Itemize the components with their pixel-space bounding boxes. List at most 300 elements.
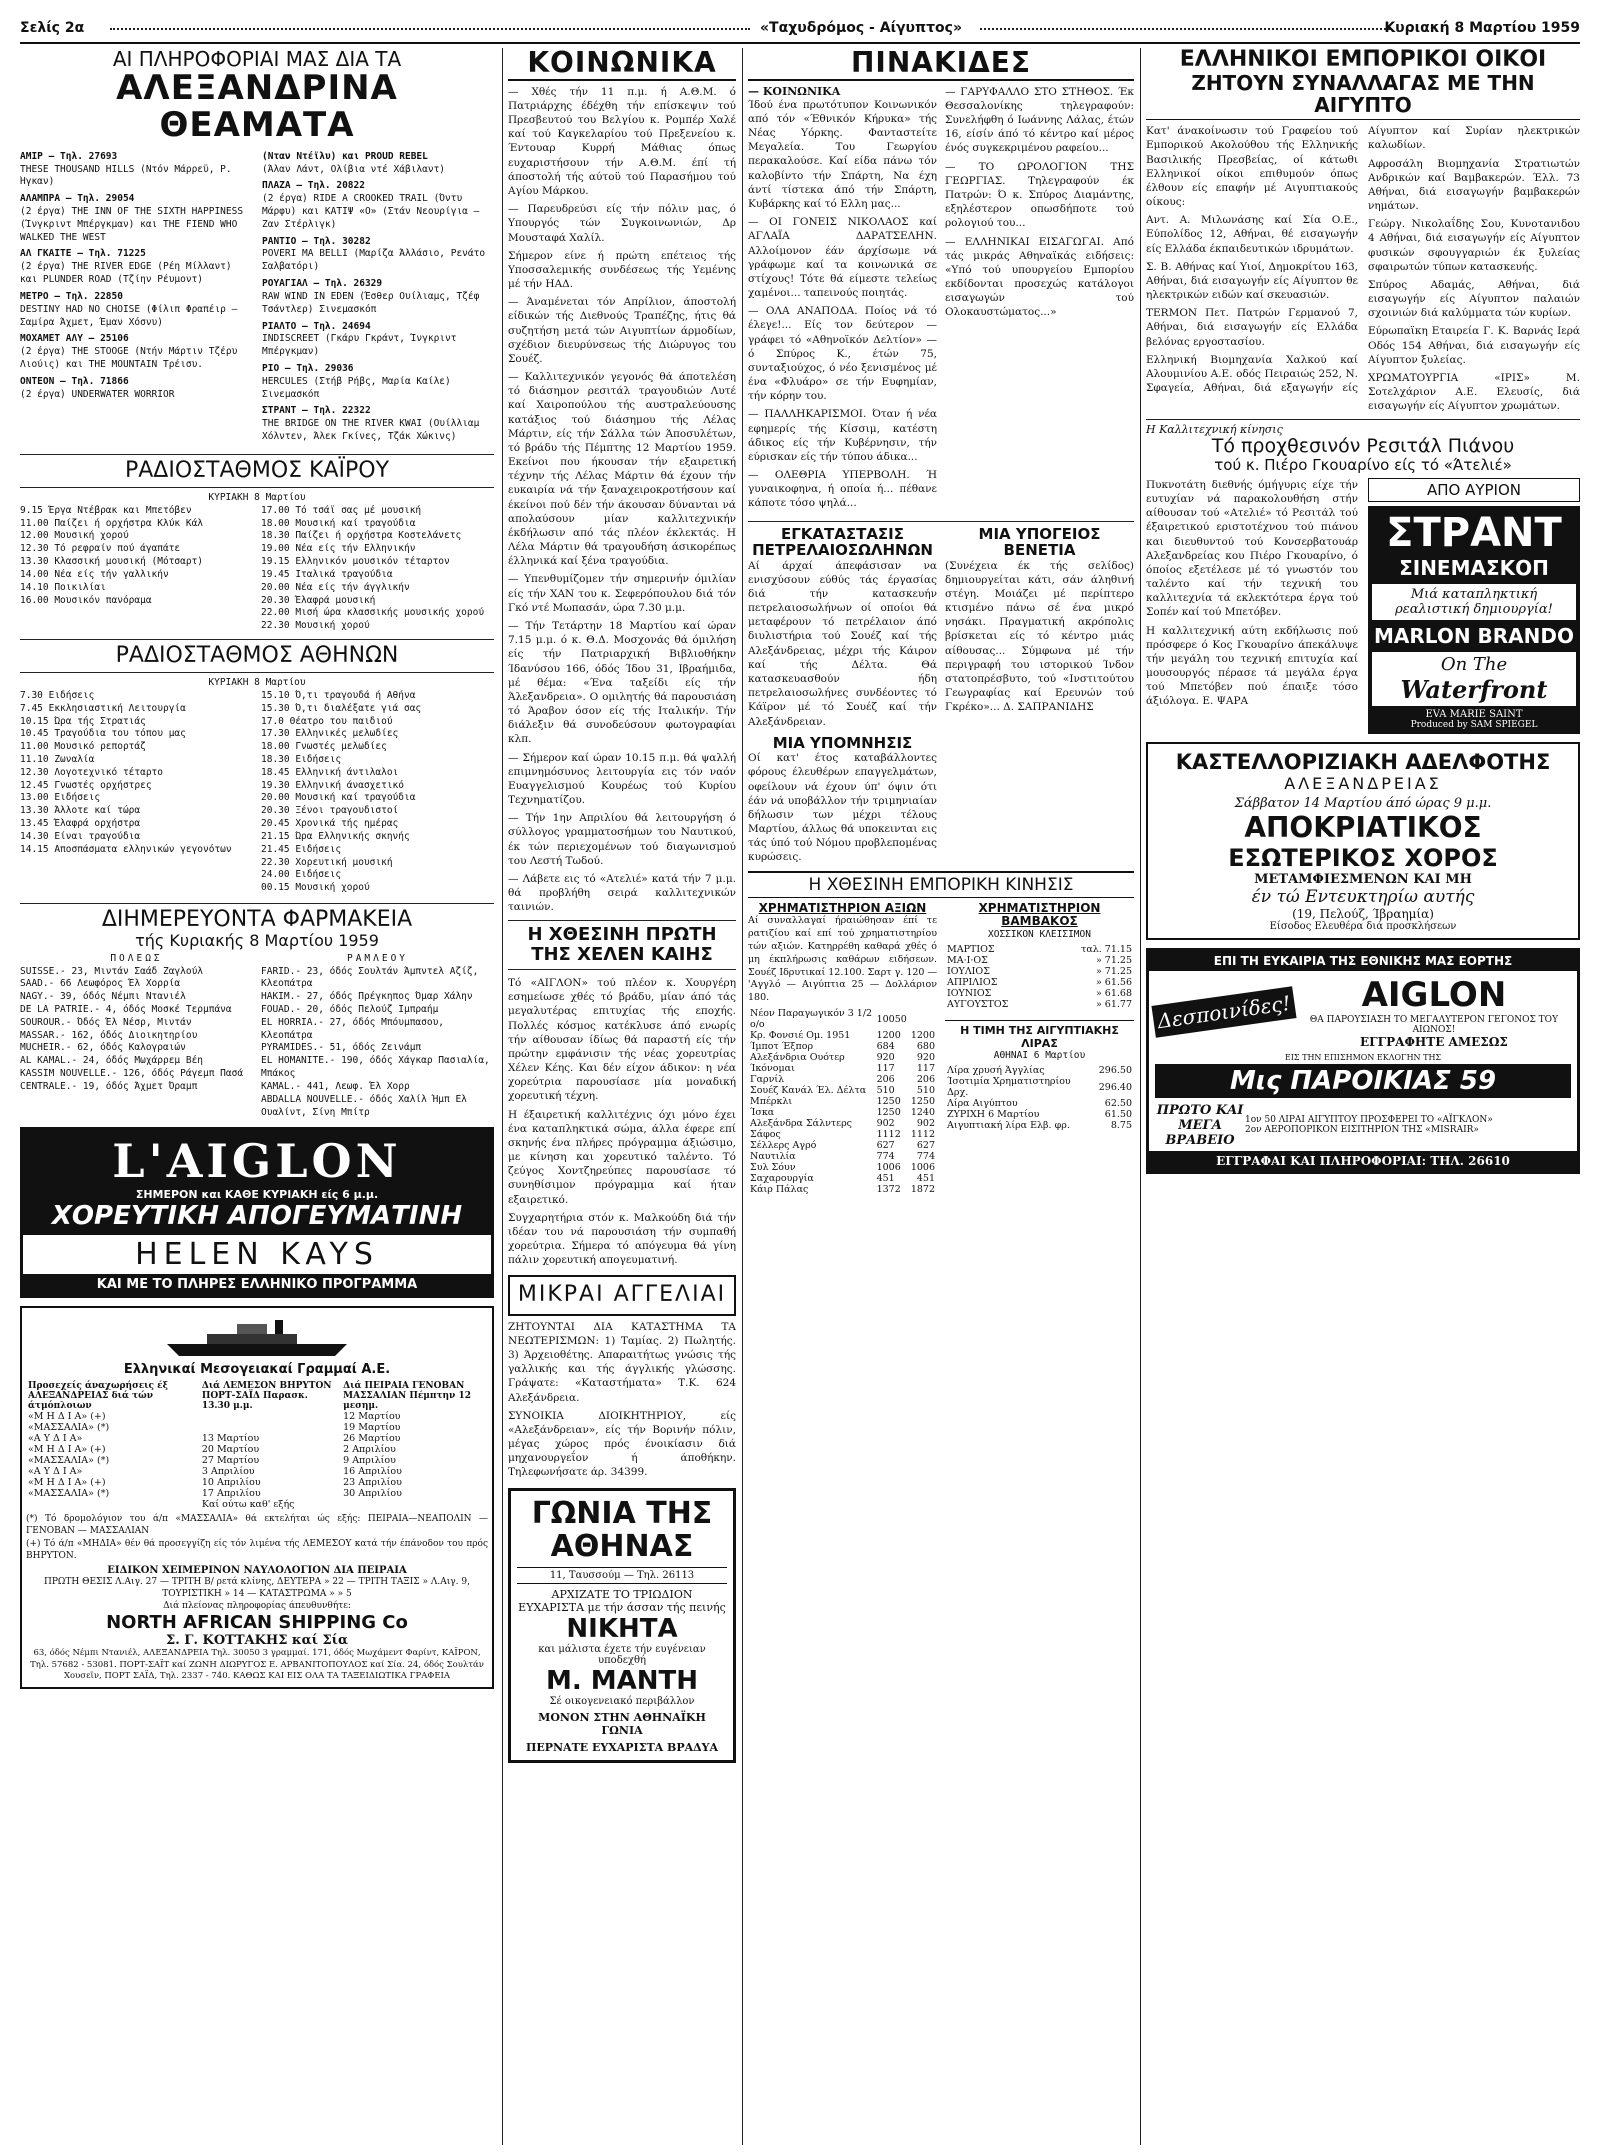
cinema-entry — [20, 376, 252, 402]
stock-row-cell: 774 — [916, 1151, 935, 1163]
shipping-row-cell — [26, 1499, 200, 1510]
shipping-row-cell: 9 Απριλίου — [343, 1455, 396, 1467]
social-paragraph: Σήμερον είνε ή πρώτη επέτειος τής Υποσσαλεμικής συνδέσεως τής Υεμένης μέ τήν ΗΑΔ. — [508, 249, 736, 291]
pharmacy-item: FARID.- 23, όδός Σουλτάν Άμπντελ Αζίζ, Κλεοπάτρα — [261, 965, 479, 990]
radio-item: 22.30 Χορευτική μουσική — [261, 856, 393, 868]
radio-item: 19.45 Ιταλικά τραγούδια — [261, 568, 393, 580]
recital-paragraph: Πυκνοτάτη διεθνής όμήγυρις είχε τήν ευτυχίαν νά παρακολουθήση στήν αίθουσαν τού «Ατελιέ» τό Ρεσιτάλ τού έξαιρετικού εριστοτέχνου τού πιάνου και διευθυντού τού Κονσερβατουάρ Αλεξανδρείας κου Πιέρο Γκουαρίνο, ό όποίος εξετέλεσε μέ τό γνωστόν του ταλέντο καί τήν τεχνική του καλλιτεχνία τά εκλεκτότερα έργα τού Σοπέν καί τού Μπετόβεν. — [1146, 478, 1358, 619]
pound-row — [945, 1065, 1134, 1076]
stock-row — [748, 1063, 937, 1074]
cinema-entry — [262, 405, 494, 443]
cotton-row-cell: ΜΑ·Ι·ΟΣ — [947, 955, 988, 967]
cotton-row-cell: ΙΟΥΝΙΟΣ — [947, 988, 992, 1000]
pound-row-cell: 296.40 — [1098, 1081, 1132, 1093]
cinema-entry — [262, 151, 494, 177]
pound-row-cell: 62.50 — [1104, 1098, 1132, 1110]
radio-item: 13.30 Κλασσική μουσική (Μότσαρτ) — [20, 556, 204, 568]
shipping-agent: NORTH AFRICAN SHIPPING Co — [106, 1612, 408, 1634]
stock-row-cell: 1006 — [876, 1162, 901, 1174]
cotton-row-cell: ΑΠΡΙΛΙΟΣ — [947, 977, 998, 989]
stock-row-cell: 680 — [916, 1041, 935, 1053]
stock-row-cell: 1872 — [910, 1184, 935, 1196]
shipping-company: Ελληνικαί Μεσογειακαί Γραμμαί Α.Ε. — [123, 1362, 391, 1378]
stock-title: ΧΡΗΜΑΤΙΣΤΗΡΙΟΝ ΑΞΙΩΝ — [758, 901, 927, 916]
stock-row-cell: Αλεξάνδρα Σάλντερς — [750, 1118, 852, 1130]
arts-kicker: Η Καλλιτεχνική κίνησις — [1146, 423, 1283, 437]
stock-row — [748, 1008, 937, 1030]
stock-row — [748, 1140, 937, 1151]
shipping-row — [26, 1466, 488, 1477]
cinema-film: (Άλαν Λάντ, Ολίβια ντέ Χάβιλαντ) — [262, 163, 446, 175]
radio-item: 7.45 Εκκλησιαστική Λειτουργία — [20, 702, 186, 714]
greek-houses-title: ΕΛΛΗΝΙΚΟΙ ΕΜΠΟΡΙΚΟΙ ΟΙΚΟΙ — [1179, 48, 1547, 72]
pharmacy-item: KAMAL.- 441, Λεωφ. Έλ Χορρ — [261, 1080, 410, 1092]
pound-row — [945, 1109, 1134, 1120]
kast-city: ΑΛΕΞΑΝΔΡΕΙΑΣ — [1284, 773, 1442, 793]
radio-item: 20.30 Ξένοι τραγουδιστοί — [261, 805, 399, 817]
page-number: Σελίς 2α — [20, 20, 85, 36]
social-paragraph: — Άναμένεται τόν Απρίλιον, άποστολή είδικών τής Διεθνούς Τραπέζης, ήτις θά συζητήση μετά τών Αιγυπτίων άρμοδίων, σχέδιον διευρύνσεως τής Διώρυγος του Σουέζ. — [508, 296, 736, 365]
pound-row-cell: Λίρα χρυσή Άγγλίας — [947, 1065, 1045, 1077]
stock-row-cell: 1250 — [910, 1096, 935, 1108]
stock-row-cell: 510 — [876, 1085, 895, 1097]
shipping-row-cell: 30 Απριλίου — [343, 1488, 402, 1500]
shipping-header: Διά ΛΕΜΕΣΟΝ ΒΗΡΥΤΟΝ ΠΟΡΤ-ΣΑΪΔ Παρασκ. 13.30 μ.μ. — [201, 1381, 332, 1412]
radio-item: 19.00 Νέα είς τήν Ελληνικήν — [261, 543, 416, 555]
cotton-row-cell: » 61.68 — [1095, 988, 1132, 1000]
radio-item: 19.15 Ελληνικόν μουσικόν τέταρτον — [261, 556, 450, 568]
stock-row-cell: Αλεξάνδρια Ουότερ — [750, 1052, 845, 1064]
kast-when: Σάββατον 14 Μαρτίου άπό ώρας 9 μ.μ. — [1234, 795, 1492, 811]
stock-row-cell: 920 — [916, 1052, 935, 1064]
aiglon-contest: Μις ΠΑΡΟΙΚΙΑΣ 59 — [1155, 1064, 1571, 1098]
pharmacy-item: SUISSE.- 23, Μιντάν Σαάδ Ζαγλούλ — [20, 965, 204, 977]
stock-row-cell: 510 — [916, 1085, 935, 1097]
aiglon-signup: ΕΓΓΡΑΦΗΤΕ ΑΜΕΣΩΣ — [1359, 1034, 1508, 1049]
cinema-entry — [20, 248, 252, 286]
social-paragraph: — Σήμερον καί ώραν 10.15 π.μ. θά ψαλλή επιμνημόσυνος λειτουργία εις τόν ναόν Ευαγγελισμού Κουρέως τού Κυρίου Τεχνηματίζου. — [508, 751, 736, 807]
stock-row-cell: 117 — [916, 1063, 935, 1075]
pinakides-sub: — ΚΟΙΝΩΝΙΚΑ — [748, 84, 841, 98]
cotton-row — [945, 977, 1134, 988]
shipping-header: Προσεχείς άναχωρήσεις έξ ΑΛΕΞΑΝΔΡΕΙΑΣ διά τών άτμόπλοιων — [28, 1381, 168, 1412]
stock-row-cell: Ίμποτ Έξπορ — [750, 1041, 814, 1053]
oil-title-2: ΠΕΤΡΕΛΑΙΟΣΩΛΗΝΩΝ — [752, 541, 933, 560]
shipping-row-cell: «Α Υ Δ Ι Α» — [28, 1466, 83, 1478]
stock-row-cell: 451 — [916, 1173, 935, 1185]
cotton-title: ΧΡΗΜΑΤΙΣΤΗΡΙΟΝ ΒΑΜΒΑΚΟΣ — [978, 901, 1101, 929]
pound-row-cell: 296.50 — [1098, 1065, 1132, 1077]
cinema-film: (2 έργα) THE RIVER EDGE (Ρέη Μίλλαντ) και PLUNDER ROAD (Τζίην Ρέυμοντ) — [20, 261, 232, 286]
cinema-film: POVERI MA BELLI (Μαρίζα Άλλάσιο, Ρενάτο Σαλβατόρι) — [262, 248, 486, 273]
radio-item: 12.30 Λογοτεχνικό τέταρτο — [20, 766, 163, 778]
stock-row-cell: 451 — [876, 1173, 895, 1185]
radio-cairo-date: ΚΥΡΙΑΚΗ 8 Μαρτίου — [208, 492, 306, 504]
aiglon-info: ΕΓΓΡΑΦΑΙ ΚΑΙ ΠΛΗΡΟΦΟΡΙΑΙ: ΤΗΛ. 26610 — [1149, 1151, 1577, 1171]
radio-item: 14.15 Αποσπάσματα ελληνικών γεγονότων — [20, 843, 232, 855]
cinema-film: HERCULES (Στήβ Ρήβς, Μαρία Καίλε) Σινεμασκόπ — [262, 375, 451, 400]
trade-house-paragraph: TERMON Πετ. Πατρών Γερμανού 7, Αθήναι, διά εισαγωγήν είς Ελλάδα βελόνας εργοστασίου. — [1146, 307, 1358, 348]
radio-item: 15.30 Ό,τι διαλέξατε γιά σας — [261, 702, 422, 714]
shipping-row — [26, 1411, 488, 1422]
cinema-name: ΟΝΤΕΟΝ — Τηλ. 71866 — [20, 375, 129, 387]
aiglon-program: ΚΑΙ ΜΕ ΤΟ ΠΛΗΡΕΣ ΕΛΛΗΝΙΚΟ ΠΡΟΓΡΑΜΜΑ — [23, 1274, 491, 1295]
stock-row — [748, 1107, 937, 1118]
stock-row — [748, 1184, 937, 1195]
pharmacy-item: DE LA PATRIE.- 4, όδός Μοσκέ Τερμπάνα — [20, 1004, 232, 1015]
review-paragraph: Συγχαρητήρια στόν κ. Μαλκούδη διά τήν ιδέαν του νά παρουσιάση τήν συμπαθή χορεύτρια. Σήμερα τό απόγευμα θά γίνη πάλιν χορευτική απογευματινή. — [508, 1211, 736, 1267]
stock-row-cell: 1372 — [876, 1184, 901, 1196]
radio-item: 18.45 Ελληνική άντιλαλοι — [261, 766, 399, 778]
pharm-ramleh-header: ΡΑΜΛΕΟΥ — [346, 952, 409, 964]
cotton-row-cell: » 71.25 — [1095, 966, 1132, 978]
social-paragraph: — Χθές τήν 11 π.μ. ή Α.Θ.Μ. ό Πατριάρχης έδέχθη τήν επίσκεψιν τού Πρεσβευτού του Βελγίου κ. Ρομπέρ Χαλέ καί τού Καγκελαρίου τού Πρεξενείου κ. Έντουαρ Κυρρή Μάθιας όπως ευχαριστήσουν τήν Α.Θ.Μ. έπί τή άποστολή τής αύτοϋ τού Παρασήμου τού Αγίου Μάρκου. — [508, 85, 736, 197]
pinakides-paragraph: — ΕΛΛΗΝΙΚΑΙ ΕΙΣΑΓΩΓΑΙ. Από τάς μικράς Αθηναϊκάς ειδήσεις: «Υπό τού υπουργείου Εμπορίου εκδίδονται προσεχώς κατάλογοι εισαγωγών τού Ολοκαυστώματος...» — [945, 235, 1134, 319]
cotton-row — [945, 955, 1134, 966]
shipping-row-cell: «Μ Η Δ Ι Α» (+) — [28, 1444, 106, 1456]
pharmacy-item: SAAD.- 66 Λεωφόρος Έλ Χορρία — [20, 978, 181, 990]
pharmacy-item: SOUROUR.- Όδός Έλ Νέσρ, Μιντάν — [20, 1016, 192, 1028]
shipping-ad — [20, 1306, 494, 1688]
stock-row-cell — [909, 1008, 937, 1030]
kast-event-2: ΕΣΩΤΕΡΙΚΟΣ ΧΟΡΟΣ — [1228, 843, 1498, 872]
stock-row — [748, 1173, 937, 1184]
social-paragraph: — Λάβετε εις τό «Ατελιέ» κατά τήν 7 μ.μ. θά προβλήθη σειρά καλλιτεχνικών ταινιών. — [508, 872, 736, 914]
stock-row-cell: Συλ Σόυν — [750, 1162, 796, 1174]
shipping-row — [26, 1488, 488, 1499]
shipping-row — [26, 1455, 488, 1466]
shipping-row-cell: 19 Μαρτίου — [343, 1422, 401, 1434]
pharmacy-item: PYRAMIDES.- 51, όδός Ζεινάμπ — [261, 1042, 422, 1054]
stock-row-cell: 1250 — [876, 1107, 901, 1119]
pharmacy-item: EL HORRIA.- 27, όδός Μπόυμπασου, Κλεοπάτρα — [261, 1016, 445, 1041]
cotton-row — [945, 988, 1134, 999]
stock-row — [748, 1074, 937, 1085]
shipping-row-cell: 12 Μαρτίου — [343, 1411, 401, 1423]
stock-row-cell: 902 — [916, 1118, 935, 1130]
shipping-row-cell: 26 Μαρτίου — [343, 1433, 401, 1445]
radio-item: 14.30 Είναι τραγούδια — [20, 830, 141, 842]
trade-house-paragraph: Εύρωπαϊκη Εταιρεία Γ. Κ. Βαρνάς Ιερά Οδός 154 Αθήναι, διά εισαγωγήν είς Αίγυπτον ξυλείας. — [1368, 325, 1580, 366]
gonia-title: ΓΩΝΙΑ ΤΗΣ ΑΘΗΝΑΣ — [531, 1495, 713, 1564]
strand-star: MARLON BRANDO — [1374, 623, 1574, 648]
pinakides-paragraph: — ΠΑΛΛΗΚΑΡΙΣΜΟΙ. Όταν ή νέα εφημερίς τής Κίσσιμ, κατέστη άδικος είς τήν Κυβέρνησιν, τήν εύρισκαν είς τήν τύπου άδικα... — [748, 408, 937, 463]
radio-item: 20.00 Μουσική καί τραγούδια — [261, 792, 416, 804]
cinema-entry — [20, 151, 252, 189]
stock-row-cell: 117 — [876, 1063, 895, 1075]
aiglon-logo-2: AIGLON — [1361, 974, 1507, 1015]
cotton-row — [945, 999, 1134, 1010]
pharmacy-item: CENTRALE.- 19, όδός Άχμετ Όραμπ — [20, 1080, 198, 1092]
cinema-film: DESTINY HAD NO CHOISE (Φίλιπ Φραπέιρ — Σαμίρα Άχμετ, Έμαν Χόσνυ) — [20, 303, 238, 328]
trade-house-paragraph: Κατ' άνακοίνωσιν τού Γραφείου τού Εμπορικού Ακολούθου τής Ελληνικής Βασιλικής Πρεσβείας, οί κάτωθι Ελληνικοί οίκοι επιθυμούν όπως έλθουν είς επαφήν μέ Αιγυπτιακούς οίκους: — [1146, 125, 1358, 209]
radio-item: 13.30 Άλλοτε καί τώρα — [20, 805, 141, 817]
shipping-row-cell: 16 Απριλίου — [343, 1466, 402, 1478]
shipping-row-cell: 17 Απριλίου — [201, 1488, 261, 1500]
classified-ad: ΣΥΝΟΙΚΙΑ ΔΙΟΙΚΗΤΗΡΙΟΥ, είς «Αλεξάνδρειαν», είς τήν Βορινήν πόλιν, μέγας χώρος πρός ένοικίασιν διά μηχανουργεΐον ή άποθήκην. Τηλεφωνήσατε άρ. 34399. — [508, 1409, 736, 1479]
pinakides-paragraph: — ΟΛΕΘΡΙΑ ΥΠΕΡΒΟΛΗ. Ή γυναικοφηνα, ή οποία ή... πέθανε κάποτε τόσο ψηλά... — [748, 469, 937, 510]
shipping-agent-2: Σ. Γ. ΚΟΤΤΑΚΗΣ καί Σία — [166, 1633, 348, 1649]
cinema-entry — [262, 236, 494, 274]
radio-item: 11.10 Ζωναλία — [20, 754, 95, 766]
cinema-entry — [20, 333, 252, 371]
pharmacies-title: ΔΙΗΜΕΡΕΥΟΝΤΑ ΦΑΡΜΑΚΕΙΑ — [20, 903, 494, 932]
radio-item: 21.45 Ειδήσεις — [261, 843, 342, 855]
shipping-row-cell: «ΜΑΣΣΑΛΙΑ» (*) — [28, 1422, 110, 1434]
market-title: Η ΧΘΕΣΙΝΗ ΕΜΠΟΡΙΚΗ ΚΙΝΗΣΙΣ — [748, 871, 1134, 899]
pinakides-paragraph: — ΤΟ ΩΡΟΛΟΓΙΟΝ ΤΗΣ ΓΕΩΡΓΙΑΣ. Τηλεγραφούν έκ Πατρών: Ό κ. Σπύρος Διαμάντης, εξηλέστερον οπωσδήποτε τού ρολογιού του... — [945, 160, 1134, 230]
gonia-address: 11, Ταυσσούμ — Τηλ. 26113 — [517, 1567, 727, 1584]
pharmacy-item: MASSAR.- 162, όδός Διοικητηρίου — [20, 1029, 198, 1041]
shipping-row-cell: 13 Μαρτίου — [201, 1433, 260, 1445]
film-title-2: Waterfront — [1400, 674, 1548, 704]
aiglon-ladies: Δεσποινίδες! — [1151, 986, 1296, 1037]
venice-title: ΜΙΑ ΥΠΟΓΕΙΟΣ ΒΕΝΕΤΙΑ — [978, 524, 1101, 560]
stock-row-cell: Νέον Παραγωγικόν 3 1/2 ο/ο — [750, 1008, 873, 1031]
stock-row-cell: 1240 — [910, 1107, 935, 1119]
column-1 — [20, 48, 494, 2145]
radio-cairo-schedule — [20, 505, 494, 633]
shipping-row — [26, 1433, 488, 1444]
shipping-row — [26, 1499, 488, 1510]
pinakides-title: ΠΙΝΑΚΙΔΕΣ — [748, 48, 1134, 81]
pharmacy-item: HAKIM.- 27, όδός Πρέγκηπος Όμαρ Χάλην — [261, 991, 473, 1003]
aiglon-presents: ΘΑ ΠΑΡΟΥΣΙΑΣΗ ΤΟ ΜΕΓΑΛΥΤΕΡΟΝ ΓΕΓΟΝΟΣ ΤΟΥ ΑΙΩΝΟΣ! — [1309, 1014, 1559, 1035]
social-paragraph: — Καλλιτεχνικόν γεγονός θά άποτελέση τό διάσημον ρεσιτάλ τραγουδιών Λυτέ καί Χαιροπούλου τής αυστραλεύουσης κατάξιος τού διάσημου τής Λέλας Μάρτιν, είς τήν Σάλλα τών Άποσυλέτων, τό βράδυ τής Πέμπτης 12 Μαρτίου 1959. Εκείνοι που ήκουσαν τήν εξαιρετική τέχνην τής Λέλας Μάρτιν θά έχουν τήν ευκαιρία νά τήν ξαναχειροκροτήσουν καί έκείνοι πού δέν τήν άκουσαν δύνανται νά απολαύσουν μίαν καλλιτεχνικήν έκδήλωσιν από τάς πλέον έκλεκτάς. Η Λέλα Μάρτιν θά τραγουδήση άσικορέπως έλληνικά καί ξένα τραγούδια. — [508, 371, 736, 568]
cinema-film: THESE THOUSAND HILLS (Ντόν Μάρρεϋ, Ρ. Ήγκαν) — [20, 163, 232, 188]
recital-subtitle: τού κ. Πιέρο Γκουαρίνο είς τό «Άτελιέ» — [1214, 456, 1512, 475]
shipping-row-cell: «Μ Η Δ Ι Α» (+) — [28, 1411, 106, 1423]
kast-entry: Είσοδος Ελευθέρα διά προσκλήσεων — [1269, 920, 1457, 932]
radio-item: 24.00 Ειδήσεις — [261, 869, 342, 881]
radio-cairo-title: ΡΑΔΙΟΣΤΑΘΜΟΣ ΚΑΪΡΟΥ — [20, 454, 494, 488]
greek-houses-subtitle: ΖΗΤΟΥΝ ΣΥΝΑΛΛΑΓΑΣ ΜΕ ΤΗΝ ΑΙΓΥΠΤΟ — [1146, 72, 1580, 120]
shipping-row-cell: 3 Απριλίου — [201, 1466, 255, 1478]
stock-row — [748, 1085, 937, 1096]
shipping-agent-note: Διά πλείονας πληροφορίας άπευθυνθήτε: — [163, 1601, 351, 1612]
kast-title: ΚΑΣΤΕΛΛΟΡΙΖΙΑΚΗ ΑΔΕΛΦΟΤΗΣ — [1175, 749, 1551, 774]
stock-row — [748, 1096, 937, 1107]
stock-row-cell: 206 — [916, 1074, 935, 1086]
pound-row — [945, 1076, 1134, 1098]
aiglon-logo: L'AIGLON — [112, 1134, 402, 1189]
radio-item: 11.00 Μουσικό ρεπορτάζ — [20, 741, 146, 753]
strand-producer: Produced by SAM SPIEGEL — [1410, 719, 1538, 730]
pharmacy-item: NAGY.- 39, όδός Νέμπι Ντανιέλ — [20, 991, 186, 1003]
oil-title-1: ΕΓΚΑΤΑΣΤΑΣΙΣ — [780, 524, 905, 543]
radio-item: 22.30 Μουσική χορού — [261, 620, 370, 632]
classifieds-box — [508, 1275, 736, 1315]
trade-house-paragraph: ΧΡΩΜΑΤΟΥΡΓΙΑ «ΙΡΙΣ» Μ. Σοτελχάριον Α.Ε. Ελευσίς, διά εισαγωγήν είς Αίγυπτον χρωμάτων. — [1368, 371, 1580, 413]
radio-athens-schedule — [20, 690, 494, 895]
shipping-row-cell: 10 Απριλίου — [201, 1477, 261, 1489]
shipping-table — [26, 1381, 488, 1510]
shipping-row-cell: «ΜΑΣΣΑΛΙΑ» (*) — [28, 1455, 110, 1467]
stock-row — [748, 1041, 937, 1052]
stock-row — [748, 1129, 937, 1140]
reminder-title: ΜΙΑ ΥΠΟΜΝΗΣΙΣ — [772, 733, 913, 752]
shipping-row — [26, 1477, 488, 1488]
gonia-text: ΑΡΧΙΖΑΤΕ ΤΟ ΤΡΙΩΔΙΟΝ ΕΥΧΑΡΙΣΤΑ με τήν άσσαν τής πεινής — [518, 1587, 726, 1614]
shipping-address: 63, όδός Νέμπι Ντανιέλ, ΑΛΕΞΑΝΔΡΕΙΑ Τηλ. 30050 3 γραμμαί. 171, όδός Μωχάμεντ Φαρίντ, ΚΑΪΡΟΝ, Τηλ. 57682 - 53081. ΠΟΡΤ-ΣΑΪΤ καί ΖΩΝΗ ΔΙΩΡΥΓΟΣ Ε. ΑΡΒΑΝΙΤΟΠΟΥΛΟΣ καί Σία. 24, όδός Σουλτάν Χουσεϊν, ΠΟΡΤ ΣΑΪΔ, Τηλ. 2337 - 740. ΚΑΘΩΣ ΚΑΙ ΕΙΣ ΟΛΑ ΤΑ ΤΑΞΕΙΔΙΩΤΙΚΑ ΓΡΑΦΕΙΑ — [30, 1648, 484, 1682]
oil-text: Αί άρχαί άπεφάσισαν να ενισχύσουν εύθύς τάς έργασίας διά τήν κατασκευήν πετρελαιοσωλήνων οί οποίοι θά μεταφέρουν τό πετρέλαιον άπό διυλιστήρια τού Σουέζ καί τής Αλεξάνδρειας, μέχρι τής Κάιρον καί τής Δέλτα. Θά κατασκευασθούν ήδη πετρελαιοσωλήνες συνδέοντες τό Κάϊρον μέ τό Σουέζ καί τήν Αλεξάνδρειαν. — [748, 559, 937, 728]
cinema-name: ΑΛ ΓΚΑΙΤΕ — Τηλ. 71225 — [20, 248, 146, 260]
stock-row-cell: Γαρνίλ — [750, 1074, 785, 1086]
recital-paragraph: Η καλλιτεχνική αύτη εκδήλωσις πού πρόσφερε ό Κος Γκουαρίνο άπεκάλυψε τήν μεγάλη του τεχνική επιτυχία καί μουσουργός πέρασε τά μεγάλα έργα τού Μπετόβεν πού έπαιξε τόσο άξιόλογα. Ε. ΨΑΡΑ — [1146, 624, 1358, 708]
theatres-title: ΑΛΕΞΑΝΔΡΙΝΑ ΘΕΑΜΑΤΑ — [116, 68, 398, 146]
gonia-ad — [508, 1488, 736, 1763]
pharmacy-item: MUCHEIR.- 62, όδός Καλογραιών — [20, 1042, 186, 1054]
stock-row-cell: 1200 — [910, 1030, 935, 1042]
cotton-row-cell: » 61.56 — [1095, 977, 1132, 989]
pinakides-paragraph: — ΟΙ ΓΟΝΕΙΣ ΝΙΚΟΛΑΟΣ καί ΑΓΛΑΪΑ ΔΑΡΑΤΣΕΛΗΝ. Αλλοίμονον έάν άρχίσωμε νά γράφωμε καί τα κοινωνικά σε στίχους! Τότε θά είμεστε τελείως χαμένοι... ταπεινούς ποιητάς. — [748, 216, 937, 300]
aiglon-banner: ΕΠΙ ΤΗ ΕΥΚΑΙΡΙΑ ΤΗΣ ΕΘΝΙΚΗΣ ΜΑΣ ΕΟΡΤΗΣ — [1149, 951, 1577, 971]
cinema-name: ΡΟΥΑΓΙΑΛ — Τηλ. 26329 — [262, 278, 383, 290]
cinema-name: ΜΕΤΡΟ — Τηλ. 22850 — [20, 290, 123, 302]
cinema-film: RAW WIND IN EDEN (Έσθερ Ουίλιαμς, Τζέφ Τσάντλερ) Σινεμασκόπ — [262, 290, 480, 315]
reminder-text: Οί κατ' έτος καταβάλλοντες φόρους έλευθέρων επαγγελμάτων, οφείλουν νά έχουν ύπ' όψιν ότι έάν νά υποβάλλον τήν τριμηνιαίαν δήλωσιν των μέχρι τέλους Μαρτίου, άλλως θά υποκεινται εις τάς ύπό τού Νόμου προβλεπομένας κυρώσεις. — [748, 752, 937, 864]
radio-item: 13.45 Έλαφρά ορχήστρα — [20, 818, 141, 830]
radio-item: 17.30 Ελληνικές μελωδίες — [261, 728, 399, 740]
social-paragraph: — Παρευδρεύσι είς τήν πόλιν μας, ό Υπουργός τών Συγκοινωνιών, Δρ Μουσταφά Χαλίλ. — [508, 203, 736, 244]
strand-tagline: Μιά καταπληκτική ρεαλιστική δημιουργία! — [1372, 584, 1576, 620]
social-paragraph: — Τήν 1ην Απριλίου θά λειτουργήση ό σύλλογος γραμματοσήμων του Ναυτικού, έκ τών περιεχομένων τού διαγωνισμού του Λεστή Τωδού. — [508, 812, 736, 867]
radio-item: 18.00 Μουσική καί τραγούδια — [261, 517, 416, 529]
review-paragraph: Η έξαιρετική καλλιτέχνις όχι μόνο έχει ένα καταπληκτικά σώμα, άλλα έφερε επί σκηνής ένα πλήρες πρόγραμμα άξιώσιμο, με κίνηση και χορευτικό ταλέντο. Τό ζεύγος Χοντζηρεύπες παρουσίασε τό συνηθίσιμον πρόγραμμα καί ήταν εξαιρετικό. — [508, 1108, 736, 1206]
cinema-name: ΡΙΟ — Τηλ. 29036 — [262, 362, 354, 374]
radio-item: 00.15 Μουσική χορού — [261, 882, 370, 894]
stock-row — [748, 1151, 937, 1162]
radio-item: 17.00 Tό τσάϊ σας μέ μουσική — [261, 504, 422, 516]
stock-row-cell: 1112 — [910, 1129, 935, 1141]
radio-item: 14.00 Νέα είς τήν γαλλικήν — [20, 568, 169, 580]
stock-row-cell: Κάιρ Πάλας — [750, 1184, 809, 1196]
trade-house-paragraph: Σπύρος Αδαμάς, Αθήναι, διά εισαγωγήν είς Αίγυπτον παλαιών σχοινιών διά καλύμματα τών κυρίων. — [1368, 278, 1580, 320]
pinakides-paragraph: — ΓΑΡΥΦΑΛΛΟ ΣΤΟ ΣΤΗΘΟΣ. Έκ Θεσσαλονίκης τηλεγραφούν: Συνελήφθη ό Ιωάννης Λάλας, έτών 16, είσίν άπό τό κέντρο καί μέρος ένός συγκεκριμένου ραφείου... — [945, 85, 1134, 155]
pharmacy-item: EL HOMANITE.- 190, όδός Χάγκαρ Πασιαλία, Μπάκος — [261, 1055, 490, 1080]
cotton-row-cell: ΙΟΥΛΙΟΣ — [947, 966, 990, 978]
shipping-row-cell: «Μ Η Δ Ι Α» (+) — [28, 1477, 106, 1489]
pound-row-cell: Αιγυπτιακή λίρα Ελβ. φρ. — [947, 1120, 1070, 1132]
cinema-entry — [262, 278, 494, 316]
cinema-name: ΡΑΝΤΙΟ — Τηλ. 30282 — [262, 235, 371, 247]
stock-row-cell: 920 — [876, 1052, 895, 1064]
strand-ad — [1368, 506, 1580, 734]
shipping-row-cell: Καί ούτω καθ' εξής — [201, 1499, 295, 1511]
cotton-row — [945, 944, 1134, 955]
pound-row-cell: 61.50 — [1104, 1109, 1132, 1121]
pharm-city-header: ΠΟΛΕΩΣ — [110, 952, 163, 964]
pound-row-cell: 8.75 — [1110, 1120, 1132, 1132]
trade-house-paragraph: Σ. Β. Αθήνας καί Υιοί, Δημοκρίτου 163, Αθήναι, διά εισαγωγήν είς Αίγυπτον θε ηλεκτρικών ειδών καί σκευασιών. — [1146, 260, 1358, 302]
gonia-name-2: Μ. ΜΑΝΤΗ — [545, 1665, 699, 1696]
radio-item: 7.30 Ειδήσεις — [20, 689, 95, 701]
radio-item: 18.30 Παίζει ή ορχήστρα Κοστελάνετς — [261, 530, 462, 542]
shipping-classes: ΠΡΩΤΗ ΘΕΣΙΣ Λ.Αιγ. 27 — ΤΡΙΤΗ Β/ ρετά κλίνης, ΔΕΥΤΕΡΑ » 22 — ΤΡΙΤΗ ΤΑΞΙΣ » Λ.Αιγ. 9, ΤΟΥΡΙΣΤΙΚΗ » 14 — ΚΑΤΑΣΤΡΩΜΑ » » 5 — [44, 1576, 470, 1600]
stock-row-cell: Ναυτιλία — [750, 1151, 796, 1163]
radio-item: 9.15 Έργα Ντέβρακ και Μπετόβεν — [20, 504, 192, 516]
shipping-row-cell — [200, 1411, 341, 1422]
cinema-name: (Νταν Ντέϊλυ) και PROUD REBEL — [262, 150, 428, 162]
radio-item: 13.00 Ειδήσεις — [20, 792, 101, 804]
column-4 — [1146, 48, 1580, 2145]
masthead — [20, 6, 1580, 44]
cotton-row-cell: ΑΥΓΟΥΣΤΟΣ — [947, 999, 1009, 1011]
pound-row-cell: ΖΥΡΙΧΗ 6 Μαρτίου — [947, 1109, 1040, 1121]
pharmacy-item: KASSIM NOUVELLE.- 126, όδός Ράγεμπ Πασά — [20, 1068, 244, 1080]
pound-row-cell: Ίσοτιμία Χρηματιστηρίου Δρχ. — [947, 1076, 1071, 1099]
cotton-row-cell: ΜΑΡΤΙΟΣ — [947, 944, 995, 956]
cotton-row-cell: » 71.25 — [1095, 955, 1132, 967]
radio-item: 11.00 Παίζει ή ορχήστρα Κλύκ Κάλ — [20, 517, 204, 529]
stock-row-cell: Ίκόνομαι — [750, 1063, 795, 1075]
stock-row-cell: 10050 — [876, 1013, 907, 1025]
cotton-row — [945, 966, 1134, 977]
aiglon-miss-ad — [1146, 948, 1580, 1174]
shipping-row-cell: 20 Μαρτίου — [201, 1444, 260, 1456]
radio-athens-title: ΡΑΔΙΟΣΤΑΘΜΟΣ ΑΘΗΝΩΝ — [20, 639, 494, 673]
cinema-film: THE BRIDGE ON THE RIVER KWAI (Ουίλλιαμ Χόλντεν, Άλεκ Γκίνες, Τζάκ Χώκινς) — [262, 418, 480, 443]
kastellorizo-ad — [1146, 742, 1580, 940]
stock-row-cell: Σαχαρουργία — [750, 1173, 814, 1185]
cinemascope-label: ΣΙΝΕΜΑΣΚΟΠ — [1399, 555, 1549, 580]
cinema-film: (2 έργα) THE STOOGE (Ντήν Μάρτιν Τζέρυ Λιούις) και THE MOUNTAIN Τρέισυ. — [20, 346, 238, 370]
stock-row-cell: 206 — [876, 1074, 895, 1086]
social-paragraph: — Τήν Τετάρτην 18 Μαρτίου καί ώραν 7.15 μ.μ. ό κ. Θ.Δ. Μοσχονάς θά όμιλήση είς τήν Πατριαρχική Βιβλιοθήκην Ίδανύσου 166, όδός Ίδου 31, Ιβραήμιδα, μέ θέμα: «Ένα ταξείδι είς τήν Άλεξανδρεια». Ο ομιλητής θά παρουσιάση τό Άραβον όσον είς τής Ιταλικήν. Τήν διάλεξιν θά συνοδεύσουν φωτογραφίαι κλπ. — [508, 619, 736, 746]
stock-text: Αί συναλλαγαί ήραιώθησαν έπί τε ρατιζίου καί επί τού χρηματιστηρίου τών αξιών. Κατηρρέθη καθαρά χθές ό μη έκπλήρωσις καθάρων ειδήσεων. Σουέζ Ιδρυτικαί 12.100. Σαρτ γ. 120 — 'Αγγλό — Αιγύπτια 25 — Δολλάριον 180. — [748, 915, 937, 1004]
shipping-note-1: (*) Τό δρομολόγιον του ά/π «ΜΑΣΣΑΛΙΑ» θά εκτελήται ώς εξής: ΠΕΙΡΑΙΑ—ΝΕΑΠΟΛΙΝ — ΓΕΝΟΒΑΝ — ΜΑΣΣΑΛΙΑΝ — [26, 1514, 488, 1537]
gonia-only: ΜΟΝΟΝ ΣΤΗΝ ΑΘΗΝΑΪΚΗ ΓΩΝΙΑ — [538, 1710, 706, 1737]
theatres-kicker: ΑΙ ΠΛΗΡΟΦΟΡΙΑΙ ΜΑΣ ΔΙΑ ΤΑ — [112, 48, 402, 71]
cinema-name: ΣΤΡΑΝΤ — Τηλ. 22322 — [262, 405, 371, 417]
pharmacy-item: FOUAD.- 20, όδός Πελούζ Ιμπραήμ — [261, 1004, 439, 1015]
gonia-name-1: ΝΙΚΗΤΑ — [566, 1613, 678, 1644]
cinema-entry — [262, 363, 494, 401]
column-2 — [508, 48, 736, 2145]
cinema-entry — [262, 321, 494, 359]
radio-item: 12.45 Γνωστές ορχήστρες — [20, 779, 152, 791]
film-title-1: On The — [1440, 653, 1508, 675]
cinema-entry — [262, 180, 494, 231]
shipping-row — [26, 1444, 488, 1455]
radio-item: 18.00 Γνωστές μελωδίες — [261, 741, 387, 753]
radio-item: 12.00 Μουσική χορού — [20, 530, 129, 542]
stock-row-cell: Σάφος — [750, 1129, 781, 1141]
aiglon-tea-dance: ΧΟΡΕΥΤΙΚΗ ΑΠΟΓΕΥΜΑΤΙΝΗ — [51, 1201, 463, 1232]
stock-row-cell: 1006 — [910, 1162, 935, 1174]
radio-item: 15.10 Ό,τι τραγουδά ή Αθήνα — [261, 689, 416, 701]
social-title: ΚΟΙΝΩΝΙΚΑ — [508, 48, 736, 81]
pound-row-cell: Λίρα Αιγύπτου — [947, 1098, 1018, 1110]
radio-item: 17.0 Θέατρο του παιδιού — [261, 715, 393, 727]
pharmacy-item: ABDALLA NOUVELLE.- όδός Χαλίλ Ήμπ Ελ Ουαλίντ, Σίνη Μπίτρ — [261, 1093, 467, 1118]
kast-masks: ΜΕΤΑΜΦΙΕΣΜΕΝΩΝ ΚΑΙ ΜΗ — [1254, 871, 1472, 887]
stock-row — [748, 1118, 937, 1129]
radio-item: 20.30 Έλαφρά μουσική — [261, 594, 376, 606]
kast-venue: έν τώ Εντευκτηρίω αυτής — [1251, 886, 1475, 907]
aiglon-ad — [20, 1127, 494, 1298]
shipping-row — [26, 1422, 488, 1433]
pound-row — [945, 1120, 1134, 1131]
aiglon-election: ΕΙΣ ΤΗΝ ΕΠΙΣΗΜΟΝ ΕΚΛΟΓΗΝ ΤΗΣ — [1284, 1052, 1442, 1062]
classified-ad: ΖΗΤΟΥΝΤΑΙ ΔΙΑ ΚΑΤΑΣΤΗΜΑ ΤΑ ΝΕΩΤΕΡΙΣΜΩΝ: 1) Ταμίας. 2) Πωλητής. 3) Άρχειοθέτης. Απαραιτήτως γνώσις τής γαλλικής και τής άγγλικής γλώσσης. Γράψατε: «Καταστήματα» Τ.Κ. 624 Αλεξάνδρεια. — [508, 1320, 736, 1404]
shipping-row-cell — [200, 1422, 341, 1433]
radio-item: 10.15 Ώρα τής Στρατιάς — [20, 715, 146, 727]
kast-address: (19, Πελούζ, Ίβραημία) — [1292, 906, 1434, 921]
radio-item: 19.30 Ελληνική άνασχετικό — [261, 779, 404, 791]
stock-row-cell: 1200 — [876, 1030, 901, 1042]
cinema-entry — [20, 193, 252, 244]
